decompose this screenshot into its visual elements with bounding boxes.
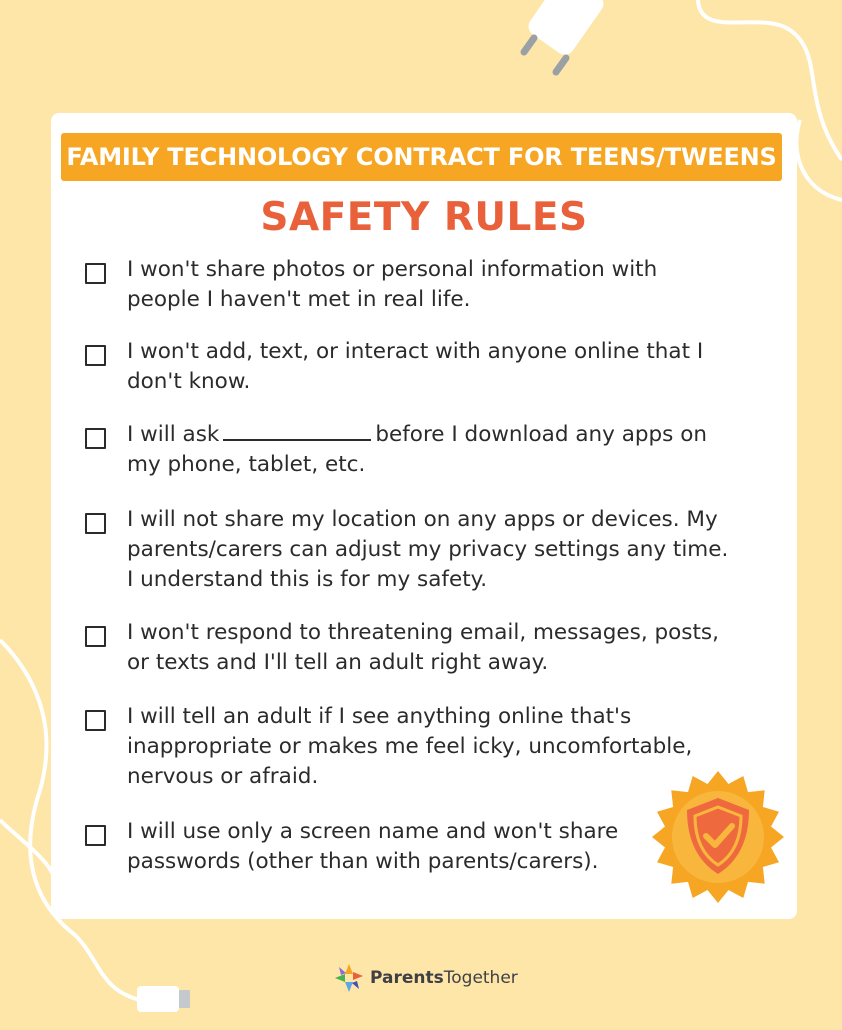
rule-line: I will not share my location on any apps or devices. My <box>127 507 718 532</box>
rule-line: people I haven't met in real life. <box>127 287 471 312</box>
rule-line: my phone, tablet, etc. <box>127 452 366 477</box>
rule-text <box>127 817 642 877</box>
rule-text <box>127 255 767 315</box>
rule-line: I will use only a screen name and won't share <box>127 819 619 844</box>
rule-checkbox[interactable] <box>85 263 106 284</box>
rule-line: inappropriate or makes me feel icky, uncomfortable, <box>127 734 693 759</box>
rule-line <box>127 420 767 450</box>
rule-line: I won't add, text, or interact with anyone online that I <box>127 339 704 364</box>
rule-line: I won't share photos or personal information with <box>127 257 658 282</box>
rule-text <box>127 337 767 397</box>
rule-checkbox[interactable] <box>85 710 106 731</box>
rule-line: or texts and I'll tell an adult right away. <box>127 650 549 675</box>
rule-checkbox[interactable] <box>85 626 106 647</box>
rule-line-start: I will ask <box>127 422 220 447</box>
footer-logo <box>333 961 518 995</box>
rule-line: I will tell an adult if I see anything online that's <box>127 704 632 729</box>
logo-wordmark <box>370 968 518 988</box>
contract-banner: FAMILY TECHNOLOGY CONTRACT FOR TEENS/TWEENS <box>61 133 782 181</box>
logo-wordmark-bold: Parents <box>370 968 444 988</box>
rule-checkbox[interactable] <box>85 428 106 449</box>
rule-line: passwords (other than with parents/carers). <box>127 849 599 874</box>
logo-wordmark-regular: Together <box>443 968 518 988</box>
rule-line: nervous or afraid. <box>127 764 319 789</box>
rule-checkbox[interactable] <box>85 345 106 366</box>
page-title: SAFETY RULES <box>260 195 588 240</box>
rule-line-end: before I download any apps on <box>375 422 707 447</box>
fill-in-blank[interactable] <box>223 421 371 441</box>
parents-together-logo-icon <box>333 962 365 994</box>
shield-check-badge-icon <box>651 770 785 904</box>
rule-text <box>127 505 767 595</box>
rule-line: don't know. <box>127 369 251 394</box>
rule-text <box>127 420 767 480</box>
rule-text <box>127 618 767 678</box>
contract-card <box>51 113 797 919</box>
rule-checkbox[interactable] <box>85 825 106 846</box>
rule-line: I won't respond to threatening email, messages, posts, <box>127 620 719 645</box>
rule-line: I understand this is for my safety. <box>127 567 488 592</box>
rule-line: parents/carers can adjust my privacy settings any time. <box>127 537 729 562</box>
rule-checkbox[interactable] <box>85 513 106 534</box>
